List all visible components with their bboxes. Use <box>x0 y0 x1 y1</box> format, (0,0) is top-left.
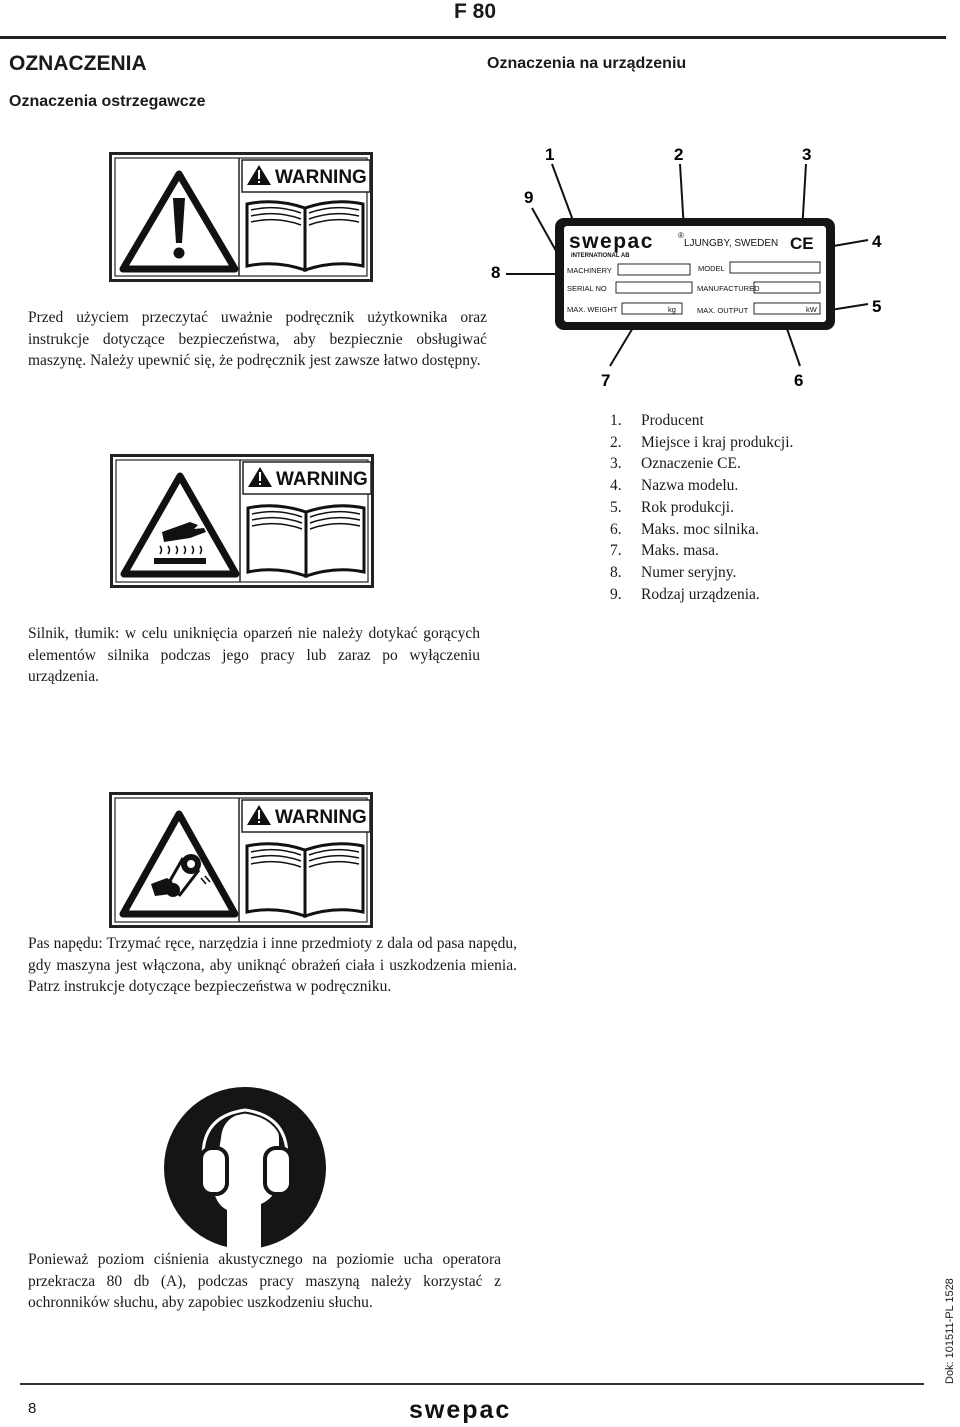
warning-label-read-manual <box>109 152 373 282</box>
callout-3: 3 <box>802 145 812 164</box>
book-icon <box>248 506 364 576</box>
section-subtitle: Oznaczenia ostrzegawcze <box>9 93 206 110</box>
list-item: 7. Maks. masa. <box>610 542 719 560</box>
warning-label-hot-surface <box>110 454 374 588</box>
hot-surface-paragraph: Silnik, tłumik: w celu uniknięcia oparzeń nie należy dotykać gorących elementów silnika podczas jego pracy lub zaraz po wyłączeniu urządzenia. <box>28 625 480 685</box>
list-item: 1. Producent <box>610 412 704 429</box>
bottom-rule <box>20 1383 924 1385</box>
plate-max-weight-label: MAX. WEIGHT <box>567 305 618 314</box>
list-item: 8. Numer seryjny. <box>610 563 737 581</box>
rating-plate-diagram <box>488 140 900 396</box>
warning-label-belt-drive <box>109 792 373 928</box>
callout-8: 8 <box>491 263 501 282</box>
swepac-footer-logo <box>405 1396 555 1424</box>
plate-brand-logo: swepac <box>569 230 654 253</box>
plate-registered-mark: ® <box>678 231 684 240</box>
list-item: 2. Miejsce i kraj produkcji. <box>610 433 794 451</box>
hearing-protection-sign <box>163 1086 327 1250</box>
list-item: 9. Rodzaj urządzenia. <box>610 585 760 603</box>
plate-model-label: MODEL <box>698 264 725 273</box>
plate-manufactured-label: MANUFACTURED <box>697 284 760 293</box>
callout-9: 9 <box>524 188 534 207</box>
list-item: 3. Oznaczenie CE. <box>610 455 741 473</box>
document-code: Dok: 101511-PL 1528 <box>944 1278 956 1384</box>
book-icon <box>247 202 363 270</box>
callout-7: 7 <box>601 371 611 390</box>
plate-location: LJUNGBY, SWEDEN <box>684 238 779 249</box>
callout-4: 4 <box>872 232 882 251</box>
callout-1: 1 <box>545 145 555 164</box>
svg-text:swepac: swepac <box>409 1396 512 1424</box>
plate-kg-unit: kg <box>668 305 676 314</box>
list-item: 5. Rok produkcji. <box>610 498 734 516</box>
section-title: OZNACZENIA <box>9 52 147 75</box>
plate-brand-sub: INTERNATIONAL AB <box>571 253 630 259</box>
hearing-protection-paragraph: Ponieważ poziom ciśnienia akustycznego na poziomie ucha operatora przekracza 80 db (A), podczas pracy maszyną należy korzystać z ochronników słuchu, aby zapobiec uszkodzeniu słuchu. <box>28 1251 501 1311</box>
plate-serial-label: SERIAL NO <box>567 284 607 293</box>
warning-label-text: WARNING <box>275 807 367 828</box>
plate-kw-unit: kW <box>806 305 817 314</box>
top-rule <box>0 36 946 39</box>
list-item: 6. Maks. moc silnika. <box>610 520 759 538</box>
warning-label-text: WARNING <box>276 469 368 490</box>
book-icon <box>247 844 363 916</box>
callout-6: 6 <box>794 371 804 390</box>
list-item: 4. Nazwa modelu. <box>610 477 739 495</box>
warning-label-text: WARNING <box>275 167 367 188</box>
read-manual-paragraph: Przed użyciem przeczytać uważnie podręcznik użytkownika oraz instrukcje dotyczące bezpieczeństwa, aby bezpiecznie obsługiwać maszynę. Należy upewnić się, że podręcznik jest zawsze łatwo dostępny. <box>28 309 487 369</box>
device-markings-subtitle: Oznaczenia na urządzeniu <box>487 55 687 72</box>
page-number: 8 <box>28 1400 37 1417</box>
page-code: F 80 <box>454 0 497 23</box>
belt-drive-paragraph: Pas napędu: Trzymać ręce, narzędzia i inne przedmioty z dala od pasa napędu, gdy maszyna jest włączona, aby uniknąć obrażeń ciała i uszkodzenia mienia. Patrz instrukcje dotyczące bezpieczeństwa w podręczniku. <box>28 935 517 995</box>
plate-machinery-label: MACHINERY <box>567 266 612 275</box>
plate-ce-mark: CE <box>790 234 814 253</box>
plate-max-output-label: MAX. OUTPUT <box>697 306 749 315</box>
callout-2: 2 <box>674 145 684 164</box>
callout-5: 5 <box>872 297 882 316</box>
plate-parts-list <box>610 410 793 605</box>
